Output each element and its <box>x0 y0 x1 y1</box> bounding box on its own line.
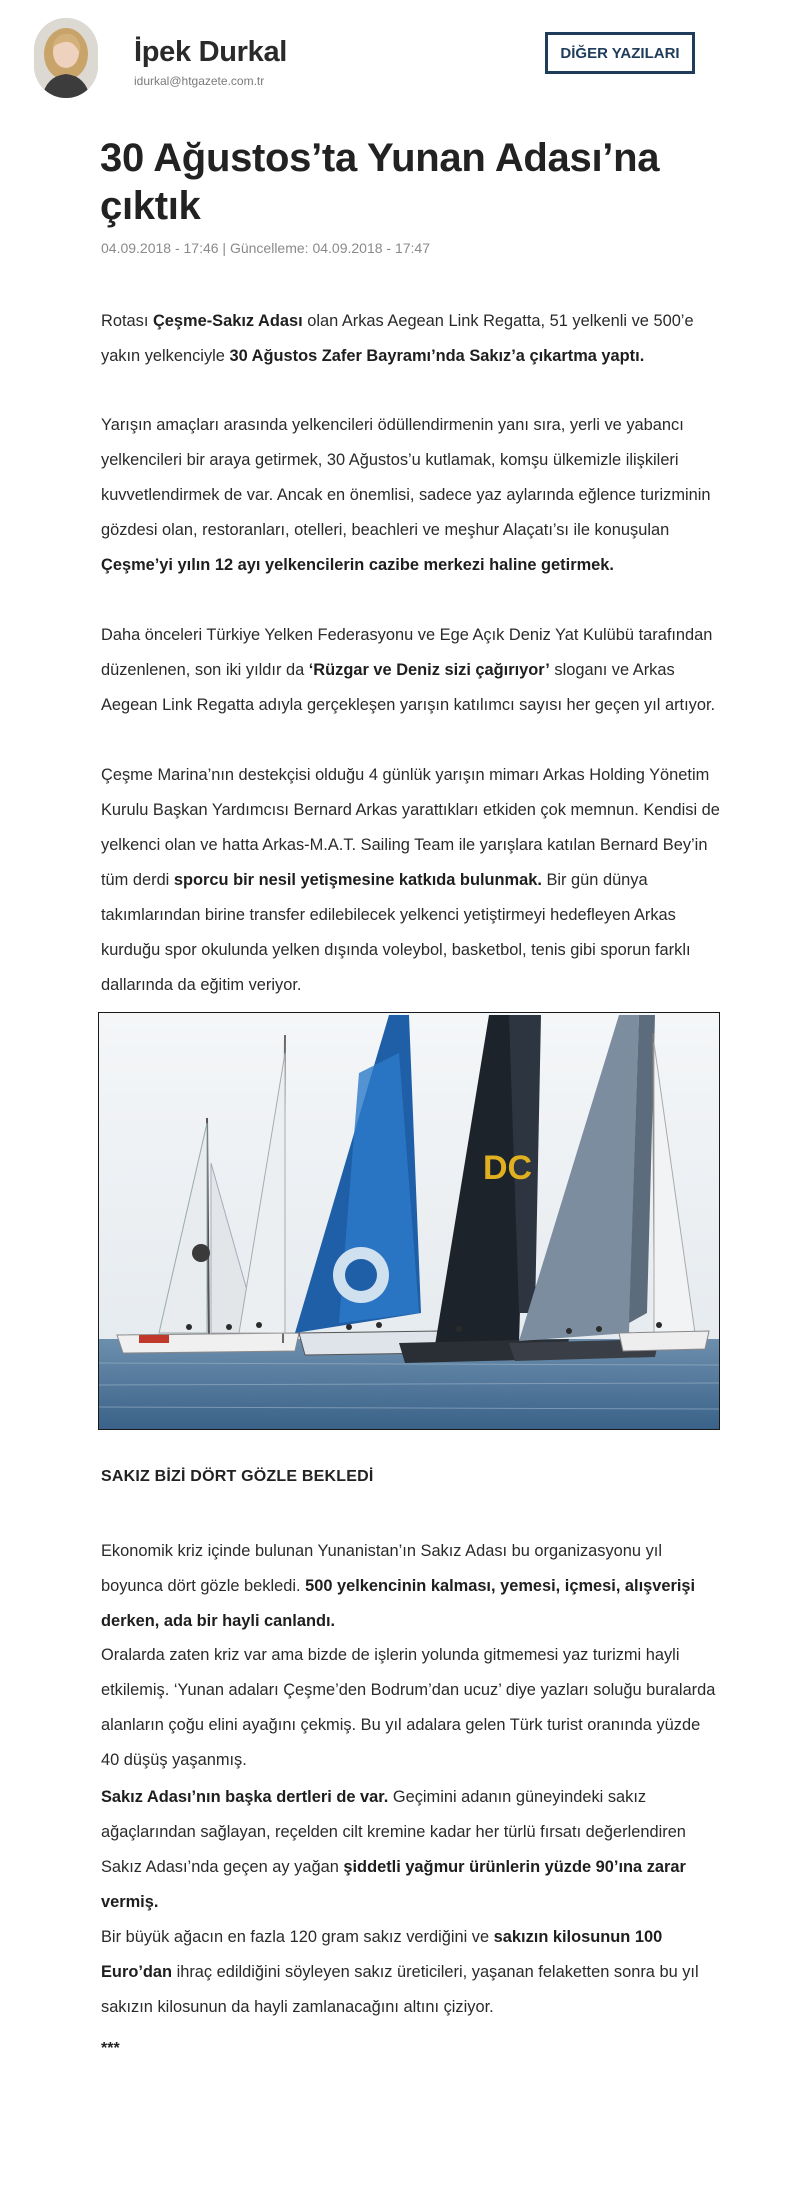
article-title: 30 Ağustos’ta Yunan Adası’na çıktık <box>100 136 660 228</box>
article-photo[interactable] <box>98 1012 720 1430</box>
bold-text: Sakız Adası’nın başka dertleri de var. <box>101 1788 389 1806</box>
paragraph-3 <box>101 618 721 723</box>
article-dates: 04.09.2018 - 17:46 | Güncelleme: 04.09.2018 - 17:47 <box>101 240 430 256</box>
text-run: Oralarda zaten kriz var ama bizde de işlerin yolunda gitmemesi yaz turizmi hayli etkilemiş. ‘Yunan adaları Çeşme’den Bodrum’dan ucuz’ diye yazları soluğu buralarda alanların çoğu elini ayağını çekmiş. Bu yıl adalara gelen Türk turist oranında yüzde 40 düşüş yaşanmış. <box>101 1646 716 1769</box>
sailboats-photo <box>99 1013 719 1429</box>
bold-text: şiddetli yağmur ürünlerin yüzde 90’ına zarar vermiş. <box>101 1858 686 1911</box>
section-subheading: SAKIZ BİZİ DÖRT GÖZLE BEKLEDİ <box>101 1468 374 1485</box>
text-run: Bir gün dünya takımlarından birine transfer edilebilecek yelkenci yetiştirmeyi hedefleyen Arkas kurduğu spor okulunda yelken dışında voleybol, basketbol, tenis gibi sporun farklı dallarında da eğitim veriyor. <box>101 871 691 994</box>
svg-text:DC: DC <box>483 1149 533 1187</box>
author-avatar[interactable] <box>34 18 98 98</box>
other-posts-button[interactable]: DİĞER YAZILARI <box>545 32 695 74</box>
text-run: Yarışın amaçları arasında yelkencileri ödüllendirmenin yanı sıra, yerli ve yabancı yelkencileri bir araya getirmek, 30 Ağustos’u kutlamak, komşu ülkemizle ilişkileri kuvvetlendirmek de var. Ancak en önemlisi, sadece yaz aylarında eğlence turizminin gözdesi olan, restoranları, otelleri, beachleri ve meşhur Alaçatı’sı ile konuşulan <box>101 416 711 539</box>
text-run: olan Arkas Aegean Link Regatta, 51 yelkenli ve 500’e yakın yelkenciyle <box>101 312 694 365</box>
paragraph-4 <box>101 758 721 1003</box>
bold-text: 500 yelkencinin kalması, yemesi, içmesi, alışverişi derken, ada bir hayli canlandı. <box>101 1577 696 1630</box>
paragraph-6 <box>101 1638 721 1778</box>
bold-text: ‘Rüzgar ve Deniz sizi çağırıyor’ <box>308 661 550 679</box>
text-run: Ekonomik kriz içinde bulunan Yunanistan’ın Sakız Adası bu organizasyonu yıl boyunca dört gözle bekledi. <box>101 1542 662 1595</box>
paragraph-2 <box>101 408 721 583</box>
text-run: ihraç edildiğini söyleyen sakız üreticileri, yaşanan felaketten sonra bu yıl sakızın kilosunun da hayli zamlanacağını altını çiziyor. <box>101 1963 699 2016</box>
text-run: Bir büyük ağacın en fazla 120 gram sakız verdiğini ve <box>101 1928 494 1946</box>
paragraph-8 <box>101 1920 721 2025</box>
author-name[interactable]: İpek Durkal <box>134 36 288 68</box>
bold-text: sakızın kilosunun 100 Euro’dan <box>101 1928 663 1981</box>
text-run: Daha önceleri Türkiye Yelken Federasyonu ve Ege Açık Deniz Yat Kulübü tarafından düzenlenen, son iki yıldır da <box>101 626 713 679</box>
text-run: Çeşme Marina’nın destekçisi olduğu 4 günlük yarışın mimarı Arkas Holding Yönetim Kurulu Başkan Yardımcısı Bernard Arkas yarattıkları etkiden çok memnun. Kendisi de yelkenci olan ve hatta Arkas-M.A.T. Sailing Team ile yarışlara katılan Bernard Bey’in tüm derdi <box>101 766 720 889</box>
text-run: Geçimini adanın güneyindeki sakız ağaçlarından sağlayan, reçelden cilt kremine kadar her türlü fırsatı değerlendiren Sakız Adası’nda geçen ay yağan <box>101 1788 686 1876</box>
author-bar <box>30 14 700 104</box>
bold-text: Çeşme-Sakız Adası <box>152 312 303 330</box>
author-email: idurkal@htgazete.com.tr <box>134 74 265 88</box>
text-run: sloganı ve Arkas Aegean Link Regatta adıyla gerçekleşen yarışın katılımcı sayısı her geçen yıl artıyor. <box>101 661 716 714</box>
bold-text: Çeşme’yi yılın 12 ayı yelkencilerin cazibe merkezi haline getirmek. <box>101 556 614 574</box>
paragraph-1 <box>101 304 721 374</box>
bold-text: 30 Ağustos Zafer Bayramı’nda Sakız’a çıkartma yaptı. <box>229 347 645 365</box>
text-run: Rotası <box>101 312 153 330</box>
paragraph-7 <box>101 1780 721 1920</box>
bold-text: sporcu bir nesil yetişmesine katkıda bulunmak. <box>173 871 542 889</box>
separator-stars: *** <box>101 2040 120 2057</box>
paragraph-5 <box>101 1534 721 1639</box>
